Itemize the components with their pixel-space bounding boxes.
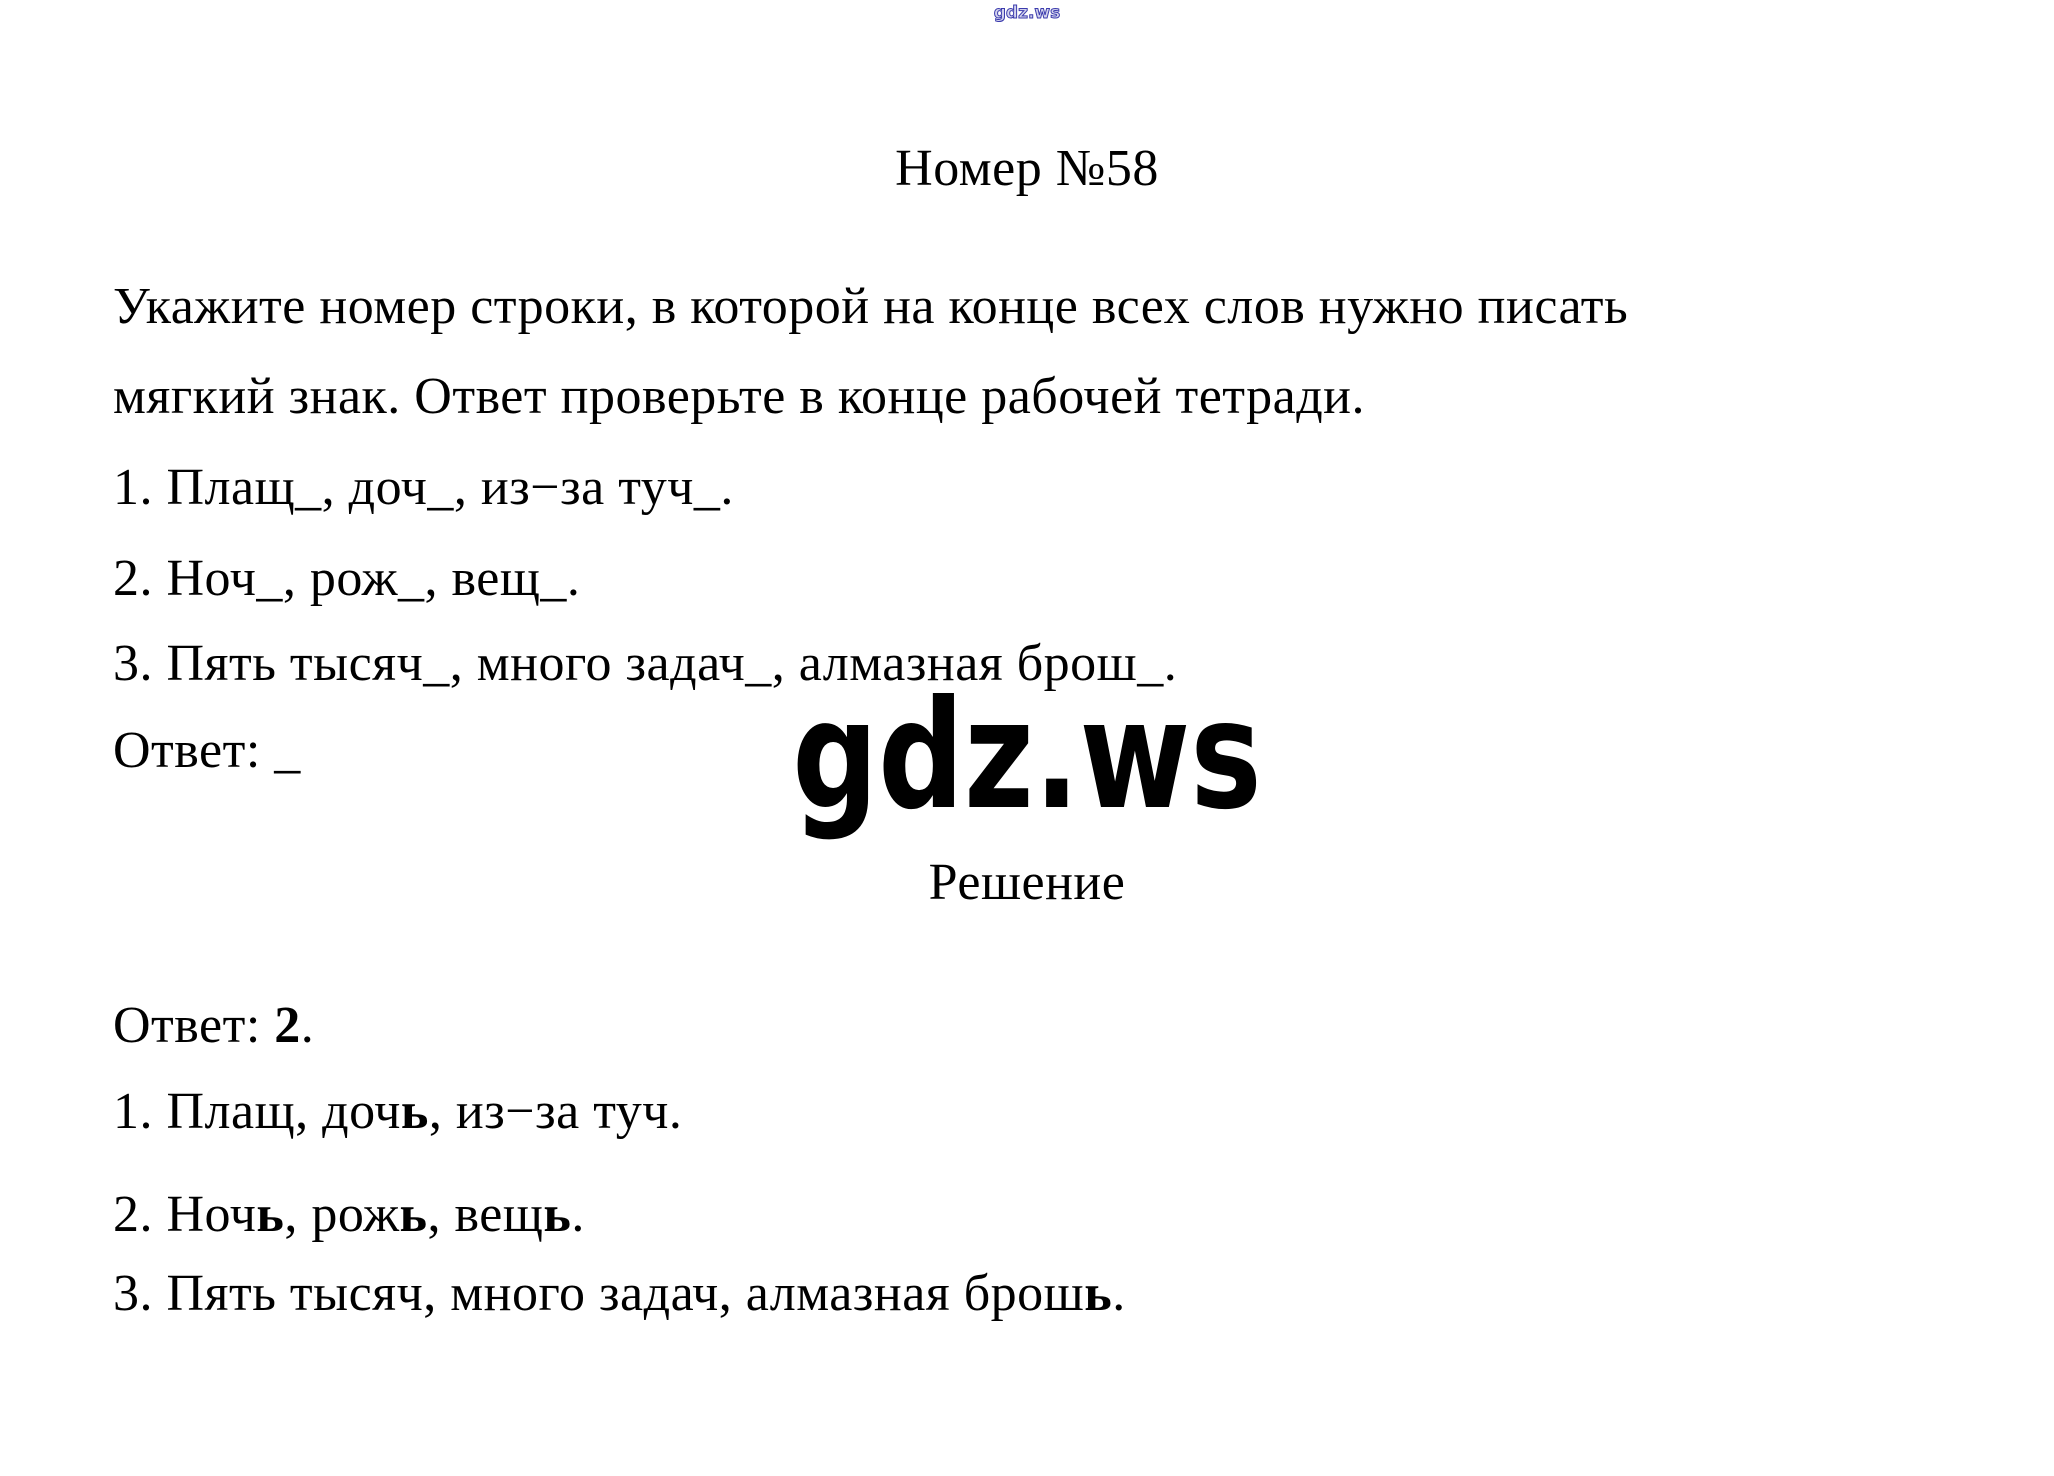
question-intro-line-2: мягкий знак. Ответ проверьте в конце рабочей тетради.	[113, 368, 1366, 425]
question-intro-line-1: Укажите номер строки, в которой на конце всех слов нужно писать	[113, 278, 1629, 335]
solution-answer: Ответ: 2.	[113, 997, 315, 1054]
solution-item-1: 1. Плащ, дочь, из−за туч.	[113, 1083, 683, 1140]
page-title: Номер №58	[895, 140, 1159, 197]
solution-item-3: 3. Пять тысяч, много задач, алмазная брошь.	[113, 1265, 1126, 1322]
gdz-watermark-top: gdz.ws	[993, 3, 1061, 23]
question-item-3: 3. Пять тысяч_, много задач_, алмазная брош_.	[113, 635, 1178, 692]
solution-item-2: 2. Ночь, рожь, вещь.	[113, 1186, 585, 1243]
gdz-watermark-large: gdz.ws	[792, 669, 1262, 843]
question-item-1: 1. Плащ_, доч_, из−за туч_.	[113, 459, 734, 516]
question-item-2: 2. Ноч_, рож_, вещ_.	[113, 550, 581, 607]
answer-prompt: Ответ: _	[113, 722, 301, 779]
solution-heading: Решение	[928, 854, 1126, 911]
